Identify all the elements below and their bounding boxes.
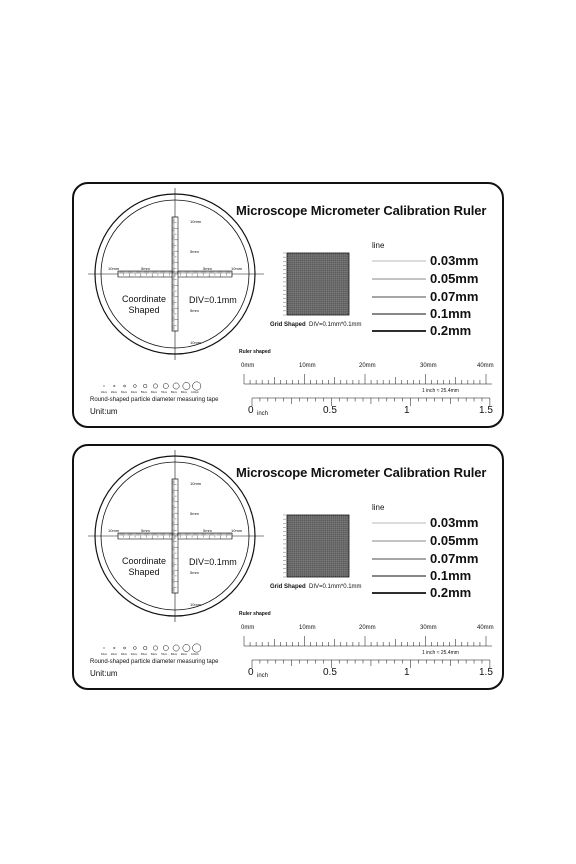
line-width-label: 0.1mm [430, 306, 472, 321]
inch-unit-label: inch [257, 411, 269, 417]
mm-label: 0mm [241, 625, 255, 631]
unit-label: Unit:um [90, 407, 118, 416]
inch-label: 1 [404, 405, 410, 416]
particle-size-label: 50um [140, 653, 148, 656]
particle-size-label: 70um [160, 391, 168, 394]
div-label: DIV=0.1mm [189, 557, 237, 567]
particle-size-label: 40um [130, 391, 138, 394]
line-width-label: 0.05mm [430, 533, 479, 548]
particle-circle [104, 648, 105, 649]
coordinate-shaped-label: Coordinate Shaped [121, 556, 167, 577]
particle-size-label: 100um [191, 391, 199, 394]
particle-size-label: 100um [191, 653, 199, 656]
particle-circle [173, 383, 179, 389]
particle-size-label: 80um [170, 653, 178, 656]
particle-size-label: 50um [140, 391, 148, 394]
grid-shaped-label: Grid Shaped DIV=0.1mm*0.1mm [270, 584, 362, 590]
particle-size-label: 10um [100, 653, 108, 656]
particle-circle [163, 645, 168, 650]
particle-size-label: 60um [150, 391, 158, 394]
reticle-top-label: 10mm [190, 219, 202, 224]
reticle-top-label: 5mm [190, 511, 199, 516]
inch-label: 0.5 [323, 405, 337, 416]
reticle-left-label: 10mm [108, 528, 120, 533]
mm-label: 20mm [359, 625, 376, 631]
reticle-bottom-label: 5mm [190, 308, 199, 313]
mm-label: 30mm [420, 625, 437, 631]
particle-circle [163, 383, 168, 388]
particle-circle [134, 385, 137, 388]
inch-unit-label: inch [257, 673, 269, 679]
line-width-label: 0.1mm [430, 568, 472, 583]
reticle-right-label: 10mm [231, 266, 243, 271]
ruler-shaped-label: Ruler shaped [239, 611, 271, 617]
mm-label: 10mm [299, 363, 316, 369]
reticle-bottom-label: 10mm [190, 602, 202, 607]
particle-circle [153, 646, 157, 650]
particle-tape-label: Round-shaped particle diameter measuring tape [90, 659, 219, 665]
ruler-shaped-label: Ruler shaped [239, 349, 271, 355]
mm-label: 30mm [420, 363, 437, 369]
particle-size-label: 20um [110, 391, 118, 394]
particle-size-label: 30um [120, 653, 128, 656]
card-title: Microscope Micrometer Calibration Ruler [236, 465, 487, 480]
reticle-top-label: 5mm [190, 249, 199, 254]
card-title: Microscope Micrometer Calibration Ruler [236, 203, 487, 218]
calibration-card-1 [72, 182, 504, 428]
mm-label: 0mm [241, 363, 255, 369]
particle-size-label: 90um [180, 653, 188, 656]
line-header: line [372, 503, 385, 512]
particle-circle [193, 382, 201, 390]
line-width-label: 0.07mm [430, 289, 479, 304]
particle-circle [124, 385, 126, 387]
mm-label: 10mm [299, 625, 316, 631]
particle-circle [193, 644, 201, 652]
particle-circle [134, 647, 137, 650]
particle-size-label: 40um [130, 653, 138, 656]
particle-size-label: 10um [100, 391, 108, 394]
particle-circle [183, 382, 190, 389]
particle-size-label: 80um [170, 391, 178, 394]
grid-shaped-label: Grid Shaped DIV=0.1mm*0.1mm [270, 322, 362, 328]
particle-size-label: 20um [110, 653, 118, 656]
line-width-label: 0.05mm [430, 271, 479, 286]
mm-label: 40mm [477, 363, 494, 369]
reticle-left-label: 5mm [141, 266, 150, 271]
line-width-label: 0.2mm [430, 585, 472, 600]
line-width-label: 0.03mm [430, 515, 479, 530]
reticle-left-label: 10mm [108, 266, 120, 271]
particle-circle [104, 386, 105, 387]
inch-label: 0 [248, 667, 254, 678]
particle-tape-label: Round-shaped particle diameter measuring tape [90, 397, 219, 403]
reticle-bottom-label: 5mm [190, 570, 199, 575]
inch-label: 1.5 [479, 405, 493, 416]
inch-conversion-note: 1 inch ≈ 25.4mm [422, 650, 459, 656]
reticle-right-label: 5mm [203, 528, 212, 533]
inch-conversion-note: 1 inch ≈ 25.4mm [422, 388, 459, 394]
particle-size-label: 90um [180, 391, 188, 394]
inch-label: 1.5 [479, 667, 493, 678]
inch-label: 0.5 [323, 667, 337, 678]
particle-circle [173, 645, 179, 651]
coordinate-shaped-label: Coordinate Shaped [121, 294, 167, 315]
line-width-label: 0.07mm [430, 551, 479, 566]
reticle-right-label: 5mm [203, 266, 212, 271]
particle-circle [143, 646, 147, 650]
reticle-left-label: 5mm [141, 528, 150, 533]
line-width-label: 0.2mm [430, 323, 472, 338]
mm-label: 20mm [359, 363, 376, 369]
reticle-top-label: 10mm [190, 481, 202, 486]
line-header: line [372, 241, 385, 250]
particle-circle [114, 647, 115, 648]
inch-label: 1 [404, 667, 410, 678]
particle-size-label: 70um [160, 653, 168, 656]
particle-size-label: 60um [150, 653, 158, 656]
particle-circle [143, 384, 147, 388]
particle-circle [183, 644, 190, 651]
inch-label: 0 [248, 405, 254, 416]
particle-circle [153, 384, 157, 388]
line-width-label: 0.03mm [430, 253, 479, 268]
unit-label: Unit:um [90, 669, 118, 678]
reticle-bottom-label: 10mm [190, 340, 202, 345]
div-label: DIV=0.1mm [189, 295, 237, 305]
mm-label: 40mm [477, 625, 494, 631]
particle-circle [124, 647, 126, 649]
particle-circle [114, 385, 115, 386]
calibration-card-2 [72, 444, 504, 690]
particle-size-label: 30um [120, 391, 128, 394]
reticle-right-label: 10mm [231, 528, 243, 533]
